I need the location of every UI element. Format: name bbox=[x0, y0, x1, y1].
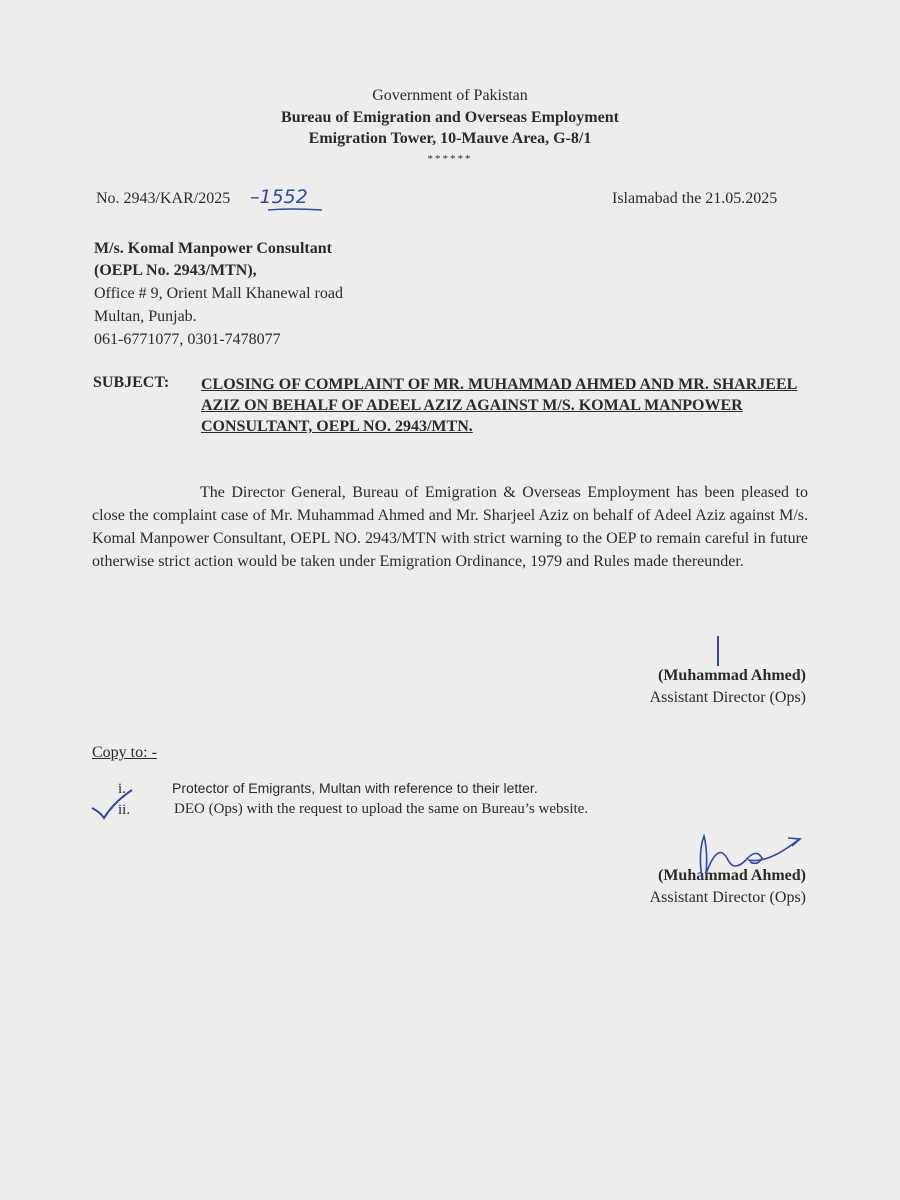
signatory-name: (Muhammad Ahmed) bbox=[657, 867, 806, 884]
subject-text: CLOSING OF COMPLAINT OF MR. MUHAMMAD AHMED AND MR. SHARJEEL AZIZ ON BEHALF OF ADEEL AZIZ AGAINST M/S. KOMAL MANPOWER CONSULTANT, OEPL NO. 2943/MTN. bbox=[201, 376, 798, 435]
signature-stroke-icon bbox=[717, 636, 719, 666]
addressee-line2: Multan, Punjab. bbox=[94, 308, 197, 325]
signatory-title: Assistant Director (Ops) bbox=[649, 889, 806, 906]
copy-item-text: Protector of Emigrants, Multan with reference to their letter. bbox=[172, 780, 538, 796]
header-government: Government of Pakistan bbox=[372, 87, 528, 104]
header-bureau: Bureau of Emigration and Overseas Employment bbox=[281, 109, 619, 126]
place-and-date: Islamabad the 21.05.2025 bbox=[612, 190, 778, 207]
addressee-phone: 061-6771077, 0301-7478077 bbox=[94, 331, 281, 348]
header-address: Emigration Tower, 10-Mauve Area, G-8/1 bbox=[308, 130, 592, 147]
signatory-title: Assistant Director (Ops) bbox=[649, 689, 806, 706]
handwritten-signature-icon bbox=[688, 830, 808, 890]
copy-item-number: i. bbox=[118, 781, 126, 797]
copy-item-number: ii. bbox=[118, 802, 131, 818]
addressee-name: M/s. Komal Manpower Consultant bbox=[94, 240, 332, 257]
copy-item-text: DEO (Ops) with the request to upload the same on Bureau’s website. bbox=[174, 801, 589, 817]
handwritten-underline-icon bbox=[266, 207, 324, 213]
subject-label: SUBJECT: bbox=[93, 374, 170, 391]
signatory-name: (Muhammad Ahmed) bbox=[657, 667, 806, 684]
addressee-line1: Office # 9, Orient Mall Khanewal road bbox=[94, 285, 343, 302]
copy-to-label: Copy to: - bbox=[92, 744, 157, 761]
addressee-oepl: (OEPL No. 2943/MTN), bbox=[94, 262, 257, 279]
header-separator: ****** bbox=[427, 153, 473, 165]
reference-number: No. 2943/KAR/2025 bbox=[96, 190, 231, 207]
body-paragraph: The Director General, Bureau of Emigration & Overseas Employment has been pleased to close the complaint case of Mr. Muhammad Ahmed and Mr. Sharjeel Aziz on behalf of Adeel Aziz against M/s. Komal Manpower Consultant, OEPL NO. 2943/MTN with strict warning to the OEP to remain careful in future otherwise strict action would be taken under Emigration Ordinance, 1979 and Rules made thereunder. bbox=[92, 484, 808, 570]
handwritten-dispatch-number: –1552 bbox=[250, 186, 308, 208]
